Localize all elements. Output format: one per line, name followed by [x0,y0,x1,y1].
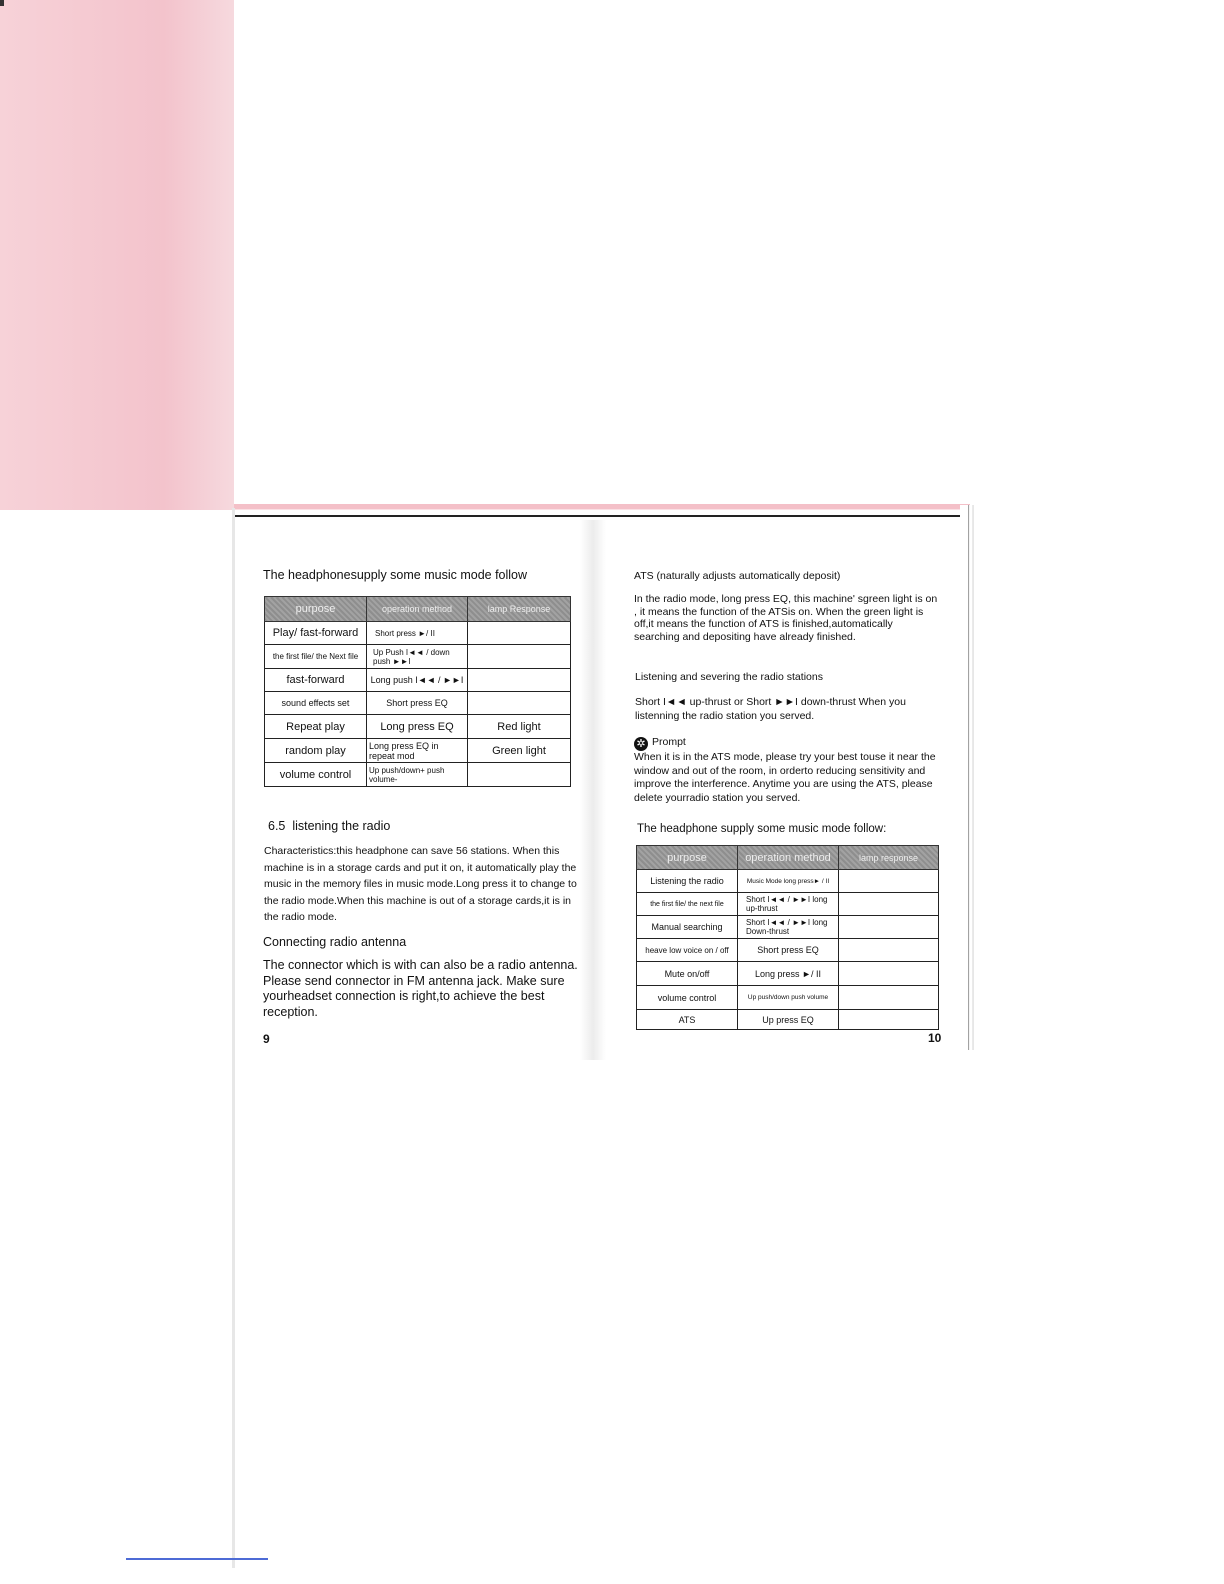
cell-purpose: fast-forward [265,669,367,692]
table-row [265,622,571,645]
col-purpose: purpose [265,597,367,622]
cell-method: Long press ►/ II [738,962,839,986]
characteristics-paragraph: Characteristics:this headphone can save 56 stations. When this machine is in a storage cards and put it on, it automatically play the music in the memory files in music mode.Long press it to change to the radio mode.When this machine is out of a storage cards,it is in the radio mode. [264,845,577,923]
ats-title: ATS (naturally adjusts automatically deposit) [634,570,841,582]
cell-lamp [839,1010,939,1030]
table-row [637,916,939,939]
cell-purpose: heave low voice on / off [637,939,738,962]
cell-purpose: the first file/ the next file [637,893,738,916]
table-row [637,870,939,893]
col-purpose: purpose [637,846,738,870]
col-lamp-response: lamp Response [468,597,571,622]
cell-purpose: volume control [637,986,738,1010]
cell-lamp [839,893,939,916]
cell-method: Music Mode long press► / II [738,870,839,893]
table-row [637,986,939,1010]
cell-method: Long push I◄◄ / ►►I [367,669,468,692]
cell-lamp: Red light [468,715,571,739]
cell-method: Short press EQ [367,692,468,715]
table-row [265,715,571,739]
cell-lamp [839,870,939,893]
cell-method: Short I◄◄ / ►►I long up-thrust [738,893,839,916]
prompt-title-text: Prompt [652,736,686,748]
cell-lamp: Green light [468,739,571,763]
cell-purpose: Mute on/off [637,962,738,986]
cell-purpose: sound effects set [265,692,367,715]
table-row [265,763,571,787]
bottom-link-line [126,1558,268,1560]
cell-method: Up press EQ [738,1010,839,1030]
cell-purpose: Repeat play [265,715,367,739]
cell-lamp [468,669,571,692]
cell-purpose: random play [265,739,367,763]
right-mode-table [636,845,939,1030]
prompt-icon: ✲ [634,737,648,751]
table-row [265,669,571,692]
cell-method: Long press EQ [367,715,468,739]
cell-method: Long press EQ in repeat mod [367,739,468,763]
cell-method: Short press EQ [738,939,839,962]
table-row [637,1010,939,1030]
cell-method: Up push/down push volume [738,986,839,1010]
table-row [265,692,571,715]
cell-method: Short press ►/ II [367,622,468,645]
table-row [637,962,939,986]
table-row [637,893,939,916]
ats-paragraph: In the radio mode, long press EQ, this machine' sgreen light is on , it means the function of the ATSis on. When the green light is off,it means the function of ATS is finished,automatically searching and depositing have already finished. [634,593,938,643]
cell-lamp [468,622,571,645]
cell-purpose: ATS [637,1010,738,1030]
left-mode-table [264,596,571,787]
cell-method: Up Push I◄◄ / down push ►►I [367,645,468,669]
prompt-title [634,736,834,751]
prompt-paragraph: When it is in the ATS mode, please try your best touse it near the window and out of the room, in orderto reducing sensitivity and improve the interference. Anytime you are using the ATS, please delete yourradio station you served. [634,751,936,804]
cell-purpose: the first file/ the Next file [265,645,367,669]
severing-title: Listening and severing the radio stations [635,671,823,683]
cell-lamp [468,763,571,787]
table-row [265,645,571,669]
left-page [0,0,600,1060]
col-lamp-response: lamp response [839,846,939,870]
antenna-paragraph: The connector which is with can also be a radio antenna. Please send connector in FM antenna jack. Make sure yourheadset connection is right,to achieve the best reception. [263,958,578,1019]
col-operation-method: operation method [738,846,839,870]
right-table-heading: The headphone supply some music mode follow: [637,823,887,835]
page-number-right: 10 [928,1031,942,1045]
cell-method: Up push/down+ push volume- [367,763,468,787]
cell-purpose: Manual searching [637,916,738,939]
cell-lamp [839,939,939,962]
table-row [265,739,571,763]
section-title-listening-radio: 6.5 listening the radio [268,819,391,833]
cell-lamp [839,986,939,1010]
cell-lamp [468,692,571,715]
page-number-left: 9 [263,1032,270,1046]
col-operation-method: operation method [367,597,468,622]
cell-purpose: volume control [265,763,367,787]
cell-purpose: Play/ fast-forward [265,622,367,645]
table-row [637,939,939,962]
antenna-title: Connecting radio antenna [263,935,407,949]
severing-paragraph: Short I◄◄ up-thrust or Short ►►I down-thrust When you listenning the radio station you served. [635,696,906,722]
left-heading: The headphonesupply some music mode follow [263,568,528,582]
cell-method: Short I◄◄ / ►►I long Down-thrust [738,916,839,939]
right-page [600,0,980,1060]
cell-purpose: Listening the radio [637,870,738,893]
cell-lamp [839,916,939,939]
cell-lamp [839,962,939,986]
cell-lamp [468,645,571,669]
